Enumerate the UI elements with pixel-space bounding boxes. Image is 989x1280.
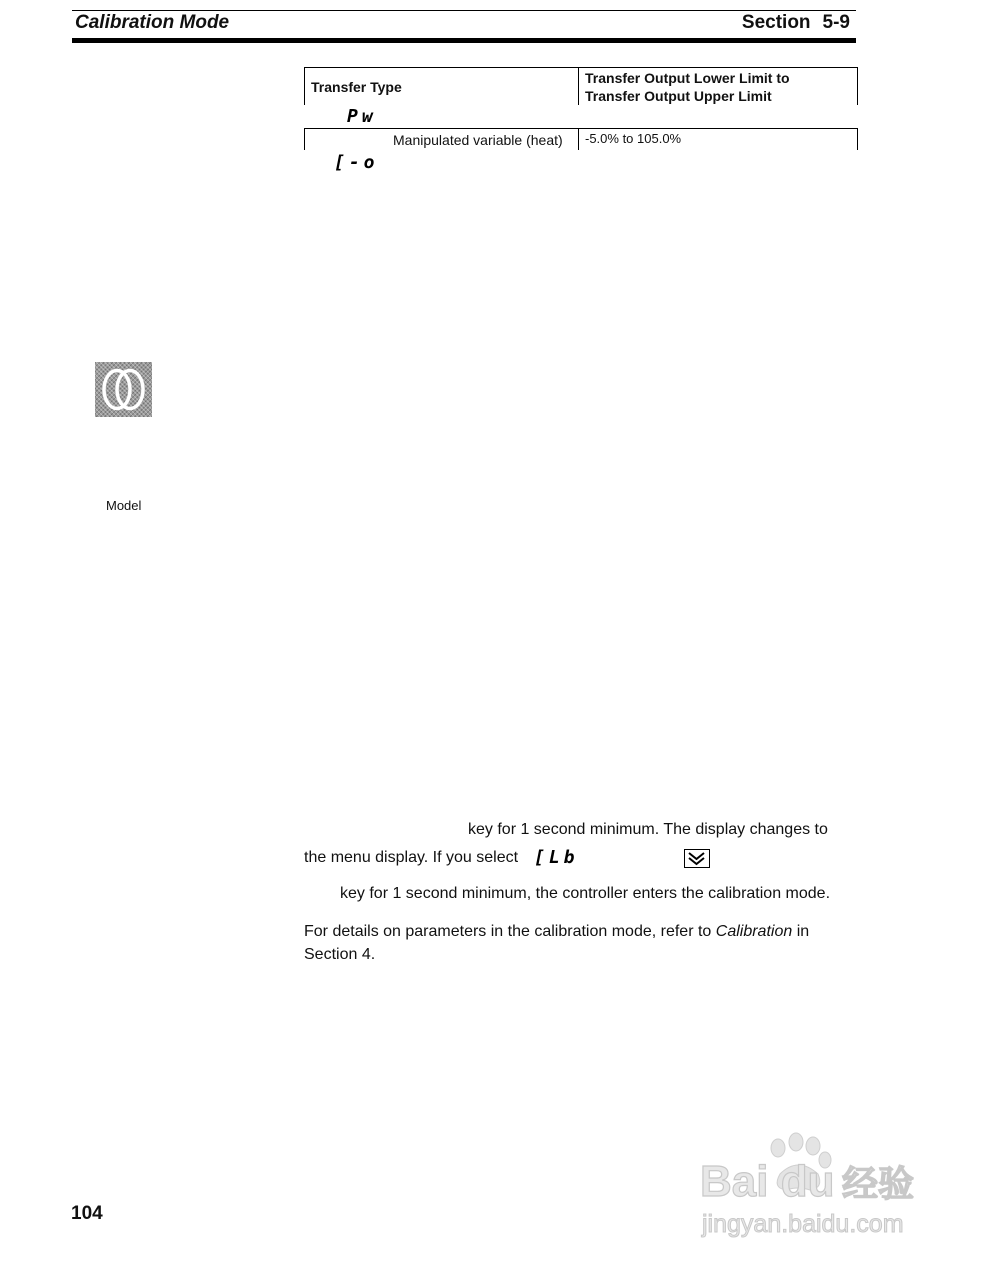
page-number: 104 [71,1203,103,1224]
table-left-rule [304,67,305,105]
watermark-brand: Bai du [700,1157,835,1206]
header-top-rule [72,10,856,11]
table-top-rule [304,67,858,68]
down-key-icon [684,849,710,868]
calibration-reference: Calibration [715,923,793,940]
range-value: -5.0% to 105.0% [585,131,682,146]
baidu-watermark [700,1130,940,1250]
transfer-limit-header-2: Transfer Output Upper Limit [585,88,772,104]
table-divider-rule [578,67,579,105]
watermark-cjk: 经验 [842,1164,915,1205]
row2-divider-rule [578,128,579,150]
transfer-limit-header-1: Transfer Output Lower Limit to [585,70,790,86]
pw-code: Pw [347,106,377,127]
calibration-mode-icon [95,362,152,417]
body-line-3: key for 1 second minimum, the controller enters the calibration mode. [340,885,831,902]
body-line-1: key for 1 second minimum. The display changes to [468,821,828,838]
body-line-4 [304,920,809,943]
body-line-2: the menu display. If you select [304,849,519,866]
row2-left-rule [304,128,305,150]
row2-top-rule [304,128,858,129]
table-right-rule [857,67,858,105]
manipulated-variable-label: Manipulated variable (heat) [393,132,563,148]
clb-code: [Lb [534,847,579,868]
body-line-4-suffix: in [796,923,810,940]
row2-right-rule [857,128,858,150]
model-label: Model [106,498,142,513]
header-bottom-rule [72,38,856,43]
section-number: 5‑9 [822,12,850,33]
body-line-5: Section 4. [304,946,376,963]
baidu-paw-icon [700,1130,940,1250]
transfer-type-header: Transfer Type [311,79,402,95]
co-code: [-o [334,152,379,173]
section-label: Section [741,12,811,33]
body-line-4-prefix: For details on parameters in the calibration mode, refer to [304,923,712,940]
page-title: Calibration Mode [75,12,230,33]
section-indicator [742,12,850,34]
watermark-url: jingyan.baidu.com [702,1210,904,1238]
